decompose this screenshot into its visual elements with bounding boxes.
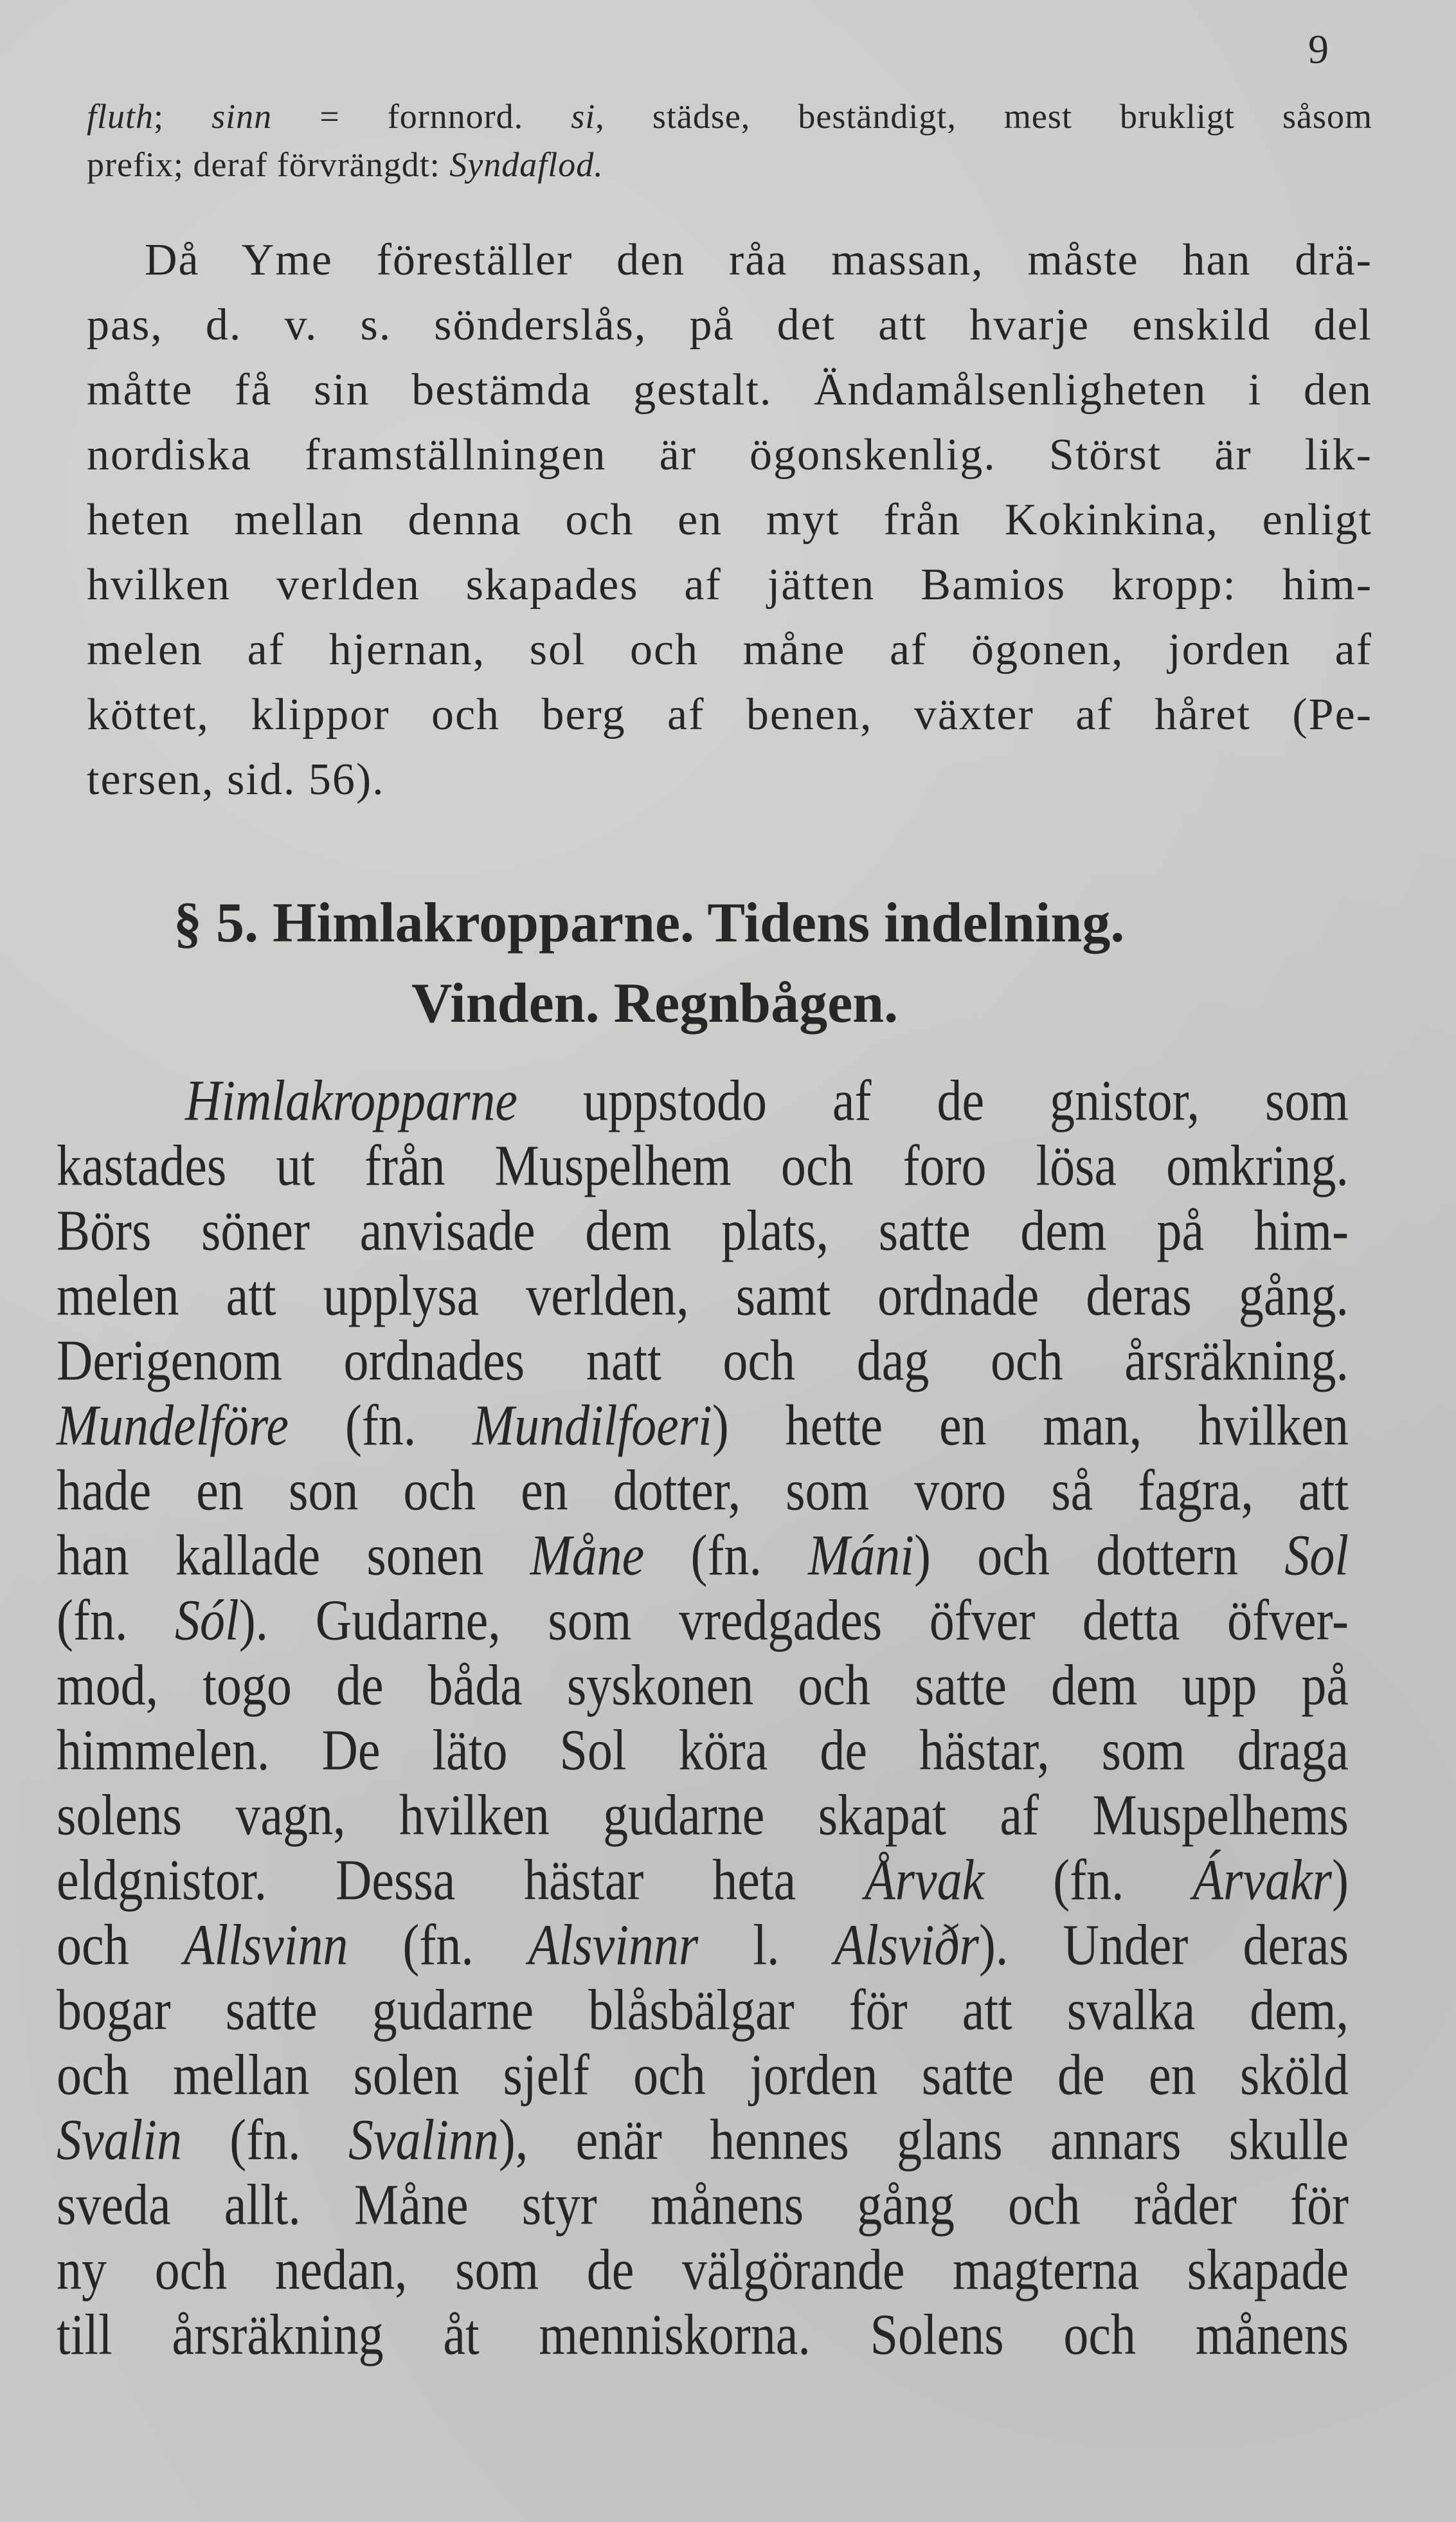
page-number: 9 — [1308, 26, 1329, 72]
italic-term: Alsvinnr — [528, 1912, 699, 1977]
italic-term: fluth — [87, 97, 154, 136]
italic-term: sinn — [211, 97, 273, 136]
text-line — [57, 1392, 1349, 1459]
text-line — [87, 96, 1372, 136]
text-run: l. — [698, 1912, 834, 1977]
section-heading-line1: § 5. Himlakropparne. Tidens indelning. — [174, 892, 1125, 954]
text-line — [87, 754, 1372, 806]
text-run: (fn. — [984, 1847, 1193, 1912]
text-line — [57, 1457, 1349, 1524]
text-run: ). Under deras — [978, 1912, 1349, 1977]
text-run: (fn. — [181, 2107, 348, 2172]
text-line — [57, 2172, 1349, 2238]
italic-term: Allsvinn — [183, 1912, 348, 1977]
text-line — [57, 2236, 1349, 2303]
text-run: (fn. — [644, 1523, 809, 1588]
text-line — [57, 2042, 1349, 2109]
text-line — [57, 2107, 1349, 2173]
italic-term: Mundilfoeri — [472, 1393, 712, 1458]
text-run: ). Gudarne, som vredgades öfver detta öfver- — [238, 1588, 1349, 1653]
text-run: Börs söner anvisade dem plats, satte dem på him- — [57, 1198, 1349, 1263]
text-run: prefix; deraf förvrängdt: — [87, 145, 450, 184]
text-line — [57, 1977, 1349, 2044]
text-line — [57, 1587, 1349, 1654]
italic-term: Sol — [1284, 1523, 1349, 1588]
text-run: (fn. — [348, 1912, 528, 1977]
text-run: ; — [154, 97, 212, 136]
text-run: hade en son och en dotter, som voro så fagra, att — [57, 1458, 1349, 1523]
text-run: kastades ut från Muspelhem och foro lösa omkring. — [57, 1133, 1349, 1198]
text-run: = fornnord. — [272, 97, 571, 136]
text-line — [57, 1262, 1349, 1329]
text-line — [87, 624, 1372, 676]
text-line — [87, 494, 1372, 546]
text-line — [185, 1067, 1349, 1134]
italic-term: Svalin — [57, 2107, 182, 2172]
text-run: melen af hjernan, sol och måne af ögonen, jorden af — [87, 625, 1372, 675]
text-run: Derigenom ordnades natt och dag och årsräkning. — [57, 1328, 1349, 1393]
text-line — [57, 1132, 1349, 1199]
italic-term: Svalinn — [348, 2107, 499, 2172]
text-run: eldgnistor. Dessa hästar heta — [57, 1847, 865, 1912]
text-run: och — [57, 1912, 184, 1977]
text-run: och mellan solen sjelf och jorden satte de en sköld — [57, 2042, 1349, 2107]
italic-term: Syndaflod. — [449, 145, 604, 184]
text-run: ) — [1332, 1847, 1349, 1912]
text-line — [57, 1327, 1349, 1394]
text-run: måtte få sin bestämda gestalt. Ändamålsenligheten i den — [87, 365, 1372, 415]
text-run: köttet, klippor och berg af benen, växter af håret (Pe- — [87, 690, 1372, 739]
italic-term: Himlakropparne — [185, 1068, 518, 1133]
text-line — [57, 1912, 1349, 1979]
text-run: pas, d. v. s. sönderslås, på det att hvarje enskild del — [87, 300, 1372, 350]
text-line — [57, 2301, 1349, 2368]
text-run: Då Yme föreställer den råa massan, måste han drä- — [145, 235, 1372, 285]
text-line — [145, 235, 1372, 286]
text-run: till årsräkning åt menniskorna. Solens och månens — [57, 2302, 1349, 2367]
text-line — [57, 1717, 1349, 1784]
text-line — [87, 145, 1372, 185]
text-run: heten mellan denna och en myt från Kokinkina, enligt — [87, 495, 1372, 545]
text-line — [57, 1522, 1349, 1589]
text-run: ny och nedan, som de välgörande magterna skapade — [57, 2237, 1349, 2302]
text-run: nordiska framställningen är ögonskenlig. Störst är lik- — [87, 430, 1372, 480]
text-run: melen att upplysa verlden, samt ordnade deras gång. — [57, 1263, 1349, 1328]
italic-term: si — [571, 97, 596, 136]
text-run: himmelen. De läto Sol köra de hästar, som draga — [57, 1718, 1349, 1783]
text-run: bogar satte gudarne blåsbälgar för att svalka dem, — [57, 1977, 1349, 2042]
italic-term: Mundelföre — [57, 1393, 289, 1458]
text-run: ), enär hennes glans annars skulle — [498, 2107, 1349, 2172]
text-run: tersen, sid. 56). — [87, 755, 385, 804]
italic-term: Sól — [175, 1588, 239, 1653]
text-line — [87, 689, 1372, 741]
italic-term: Måne — [530, 1523, 645, 1588]
italic-term: Árvakr — [1192, 1847, 1333, 1912]
text-line — [57, 1847, 1349, 1914]
text-run: ) hette en man, hvilken — [712, 1393, 1349, 1458]
section-heading-line2: Vinden. Regnbågen. — [411, 972, 899, 1035]
italic-term: Årvak — [865, 1847, 985, 1912]
text-run: uppstodo af de gnistor, som — [517, 1068, 1349, 1133]
text-line — [57, 1197, 1349, 1264]
text-run: , städse, beständigt, mest brukligt såsom — [595, 97, 1373, 136]
text-line — [57, 1652, 1349, 1719]
italic-term: Máni — [808, 1523, 914, 1588]
text-run: (fn. — [289, 1393, 473, 1458]
text-line — [87, 300, 1372, 351]
text-run: sveda allt. Måne styr månens gång och råder för — [57, 2172, 1349, 2237]
text-run: (fn. — [57, 1588, 175, 1653]
text-line — [87, 430, 1372, 481]
text-run: solens vagn, hvilken gudarne skapat af Muspelhems — [57, 1783, 1349, 1847]
text-line — [87, 559, 1372, 611]
text-run: mod, togo de båda syskonen och satte dem upp på — [57, 1653, 1349, 1718]
text-line — [57, 1782, 1349, 1849]
text-run: ) och dottern — [913, 1523, 1285, 1588]
text-run: hvilken verlden skapades af jätten Bamios kropp: him- — [87, 560, 1372, 610]
italic-term: Alsviðr — [834, 1912, 979, 1977]
text-run: han kallade sonen — [57, 1523, 530, 1588]
text-line — [87, 365, 1372, 416]
